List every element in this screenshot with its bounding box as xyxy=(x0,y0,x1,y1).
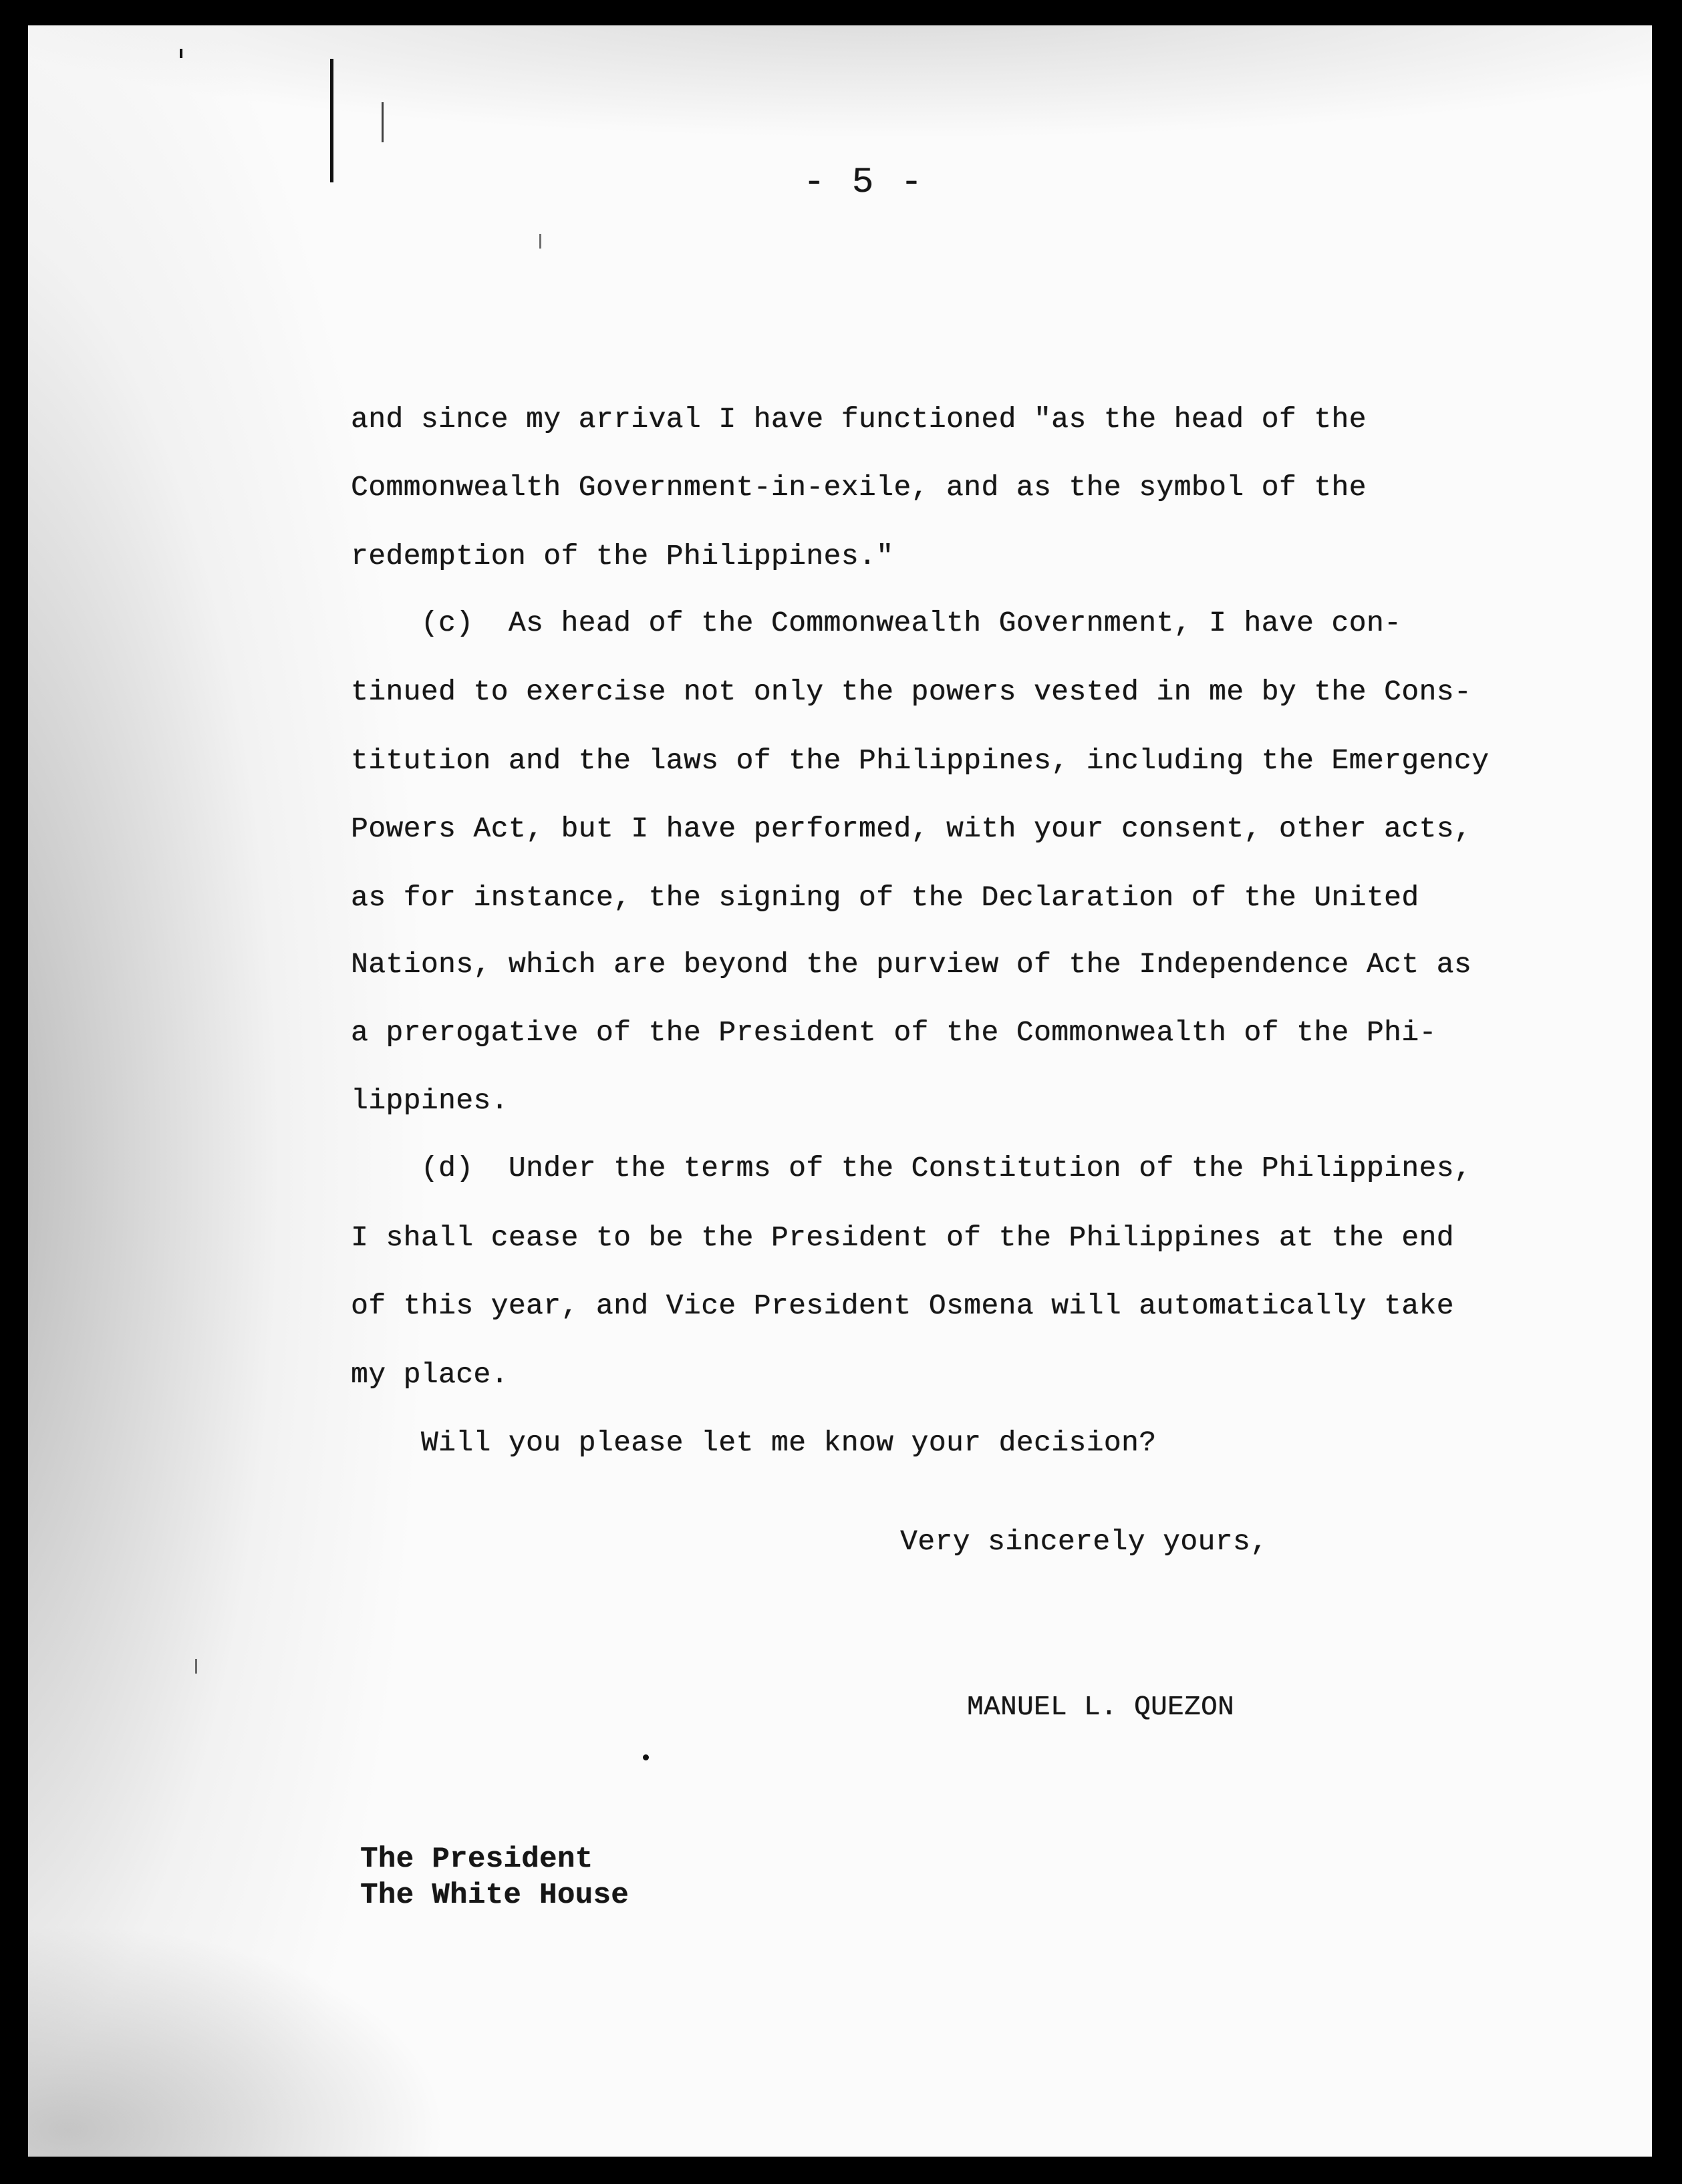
body-line: Nations, which are beyond the purview of the Independence Act as xyxy=(351,948,1472,981)
body-line: Commonwealth Government-in-exile, and as the symbol of the xyxy=(351,471,1367,504)
body-line: redemption of the Philippines." xyxy=(351,540,894,573)
addressee-line-1: The President xyxy=(360,1843,593,1876)
margin-mark xyxy=(539,234,541,249)
body-line: Will you please let me know your decision? xyxy=(351,1426,1157,1459)
signature-name: MANUEL L. QUEZON xyxy=(967,1692,1235,1723)
page-number: - 5 - xyxy=(803,162,926,203)
margin-mark xyxy=(330,59,333,182)
body-line: my place. xyxy=(351,1358,509,1391)
body-line: lippines. xyxy=(351,1084,509,1117)
body-line: titution and the laws of the Philippines, including the Emergency xyxy=(351,744,1490,777)
closing-line: Very sincerely yours, xyxy=(900,1525,1268,1558)
body-line: tinued to exercise not only the powers vested in me by the Cons- xyxy=(351,675,1472,708)
body-line: of this year, and Vice President Osmena will automatically take xyxy=(351,1289,1454,1322)
document-page xyxy=(28,25,1652,2157)
body-line: as for instance, the signing of the Declaration of the United xyxy=(351,881,1419,914)
body-line: and since my arrival I have functioned "as the head of the xyxy=(351,403,1367,436)
margin-mark xyxy=(195,1659,197,1674)
body-line: I shall cease to be the President of the Philippines at the end xyxy=(351,1221,1454,1254)
body-line: (c) As head of the Commonwealth Government, I have con- xyxy=(351,607,1402,639)
body-line: (d) Under the terms of the Constitution of the Philippines, xyxy=(351,1152,1472,1185)
margin-mark xyxy=(180,49,182,58)
margin-mark xyxy=(382,102,384,142)
addressee-line-2: The White House xyxy=(360,1879,629,1912)
body-line: a prerogative of the President of the Commonwealth of the Phi- xyxy=(351,1016,1437,1049)
body-line: Powers Act, but I have performed, with your consent, other acts, xyxy=(351,812,1472,845)
ink-dot xyxy=(643,1754,649,1760)
